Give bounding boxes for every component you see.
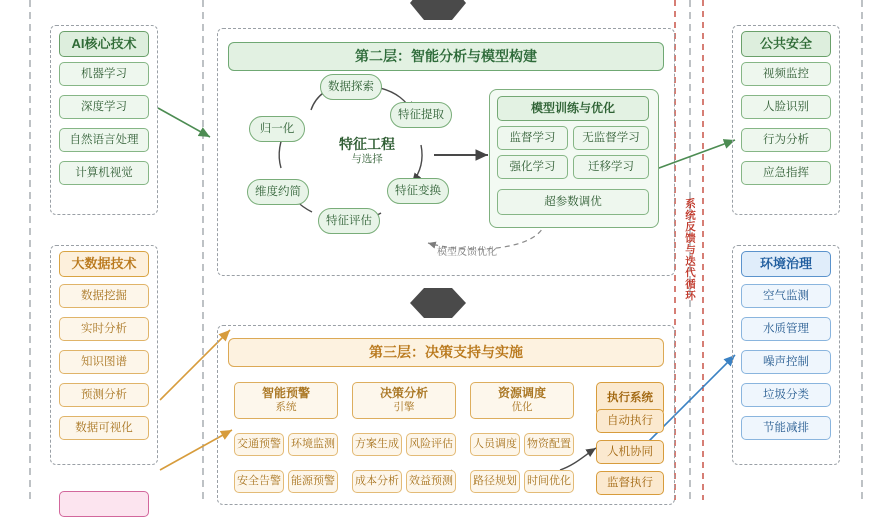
layer3-col-1-subtitle: 引擎 [393, 401, 415, 414]
layer3-col-0-subtitle: 系统 [275, 401, 297, 414]
feature-engineering-label [307, 130, 427, 172]
layer2-title: 第二层：智能分析与模型构建 [228, 42, 664, 71]
layer3-col-0-cell-3[interactable]: 能源预警 [288, 470, 338, 493]
layer3-col-1-cell-0[interactable]: 方案生成 [352, 433, 402, 456]
public-safety-item-2[interactable]: 行为分析 [741, 128, 831, 152]
ai-core-item-1[interactable]: 深度学习 [59, 95, 149, 119]
fe-node-feature-extraction[interactable]: 特征提取 [390, 102, 452, 128]
model-training-hyperparam[interactable]: 超参数调优 [497, 189, 649, 215]
layer3-col-3-cell-2[interactable]: 监督执行 [596, 471, 664, 495]
fe-node-dimension-reduction[interactable]: 维度约简 [247, 179, 309, 205]
public-safety-item-1[interactable]: 人脸识别 [741, 95, 831, 119]
model-training-item-3[interactable]: 迁移学习 [573, 155, 649, 179]
feature-engineering-subtitle: 与选择 [351, 153, 383, 166]
fe-node-feature-evaluation[interactable]: 特征评估 [318, 208, 380, 234]
layer3-col-2-title [470, 382, 574, 419]
model-training-title: 模型训练与优化 [497, 96, 649, 121]
layer3-col-1-title-main: 决策分析 [379, 386, 428, 401]
layer3-col-0-title-main: 智能预警 [261, 386, 310, 401]
model-training-item-1[interactable]: 无监督学习 [573, 126, 649, 150]
model-feedback-label: 模型反馈优化 [437, 247, 497, 258]
layer3-col-2-cell-1[interactable]: 物资配置 [524, 433, 574, 456]
public-safety-title: 公共安全 [741, 31, 831, 57]
layer3-col-1-cell-3[interactable]: 效益预测 [406, 470, 456, 493]
layer3-col-2-title-main: 资源调度 [497, 386, 546, 401]
ai-core-title: AI核心技术 [59, 31, 149, 57]
bigdata-item-0[interactable]: 数据挖掘 [59, 284, 149, 308]
environment-title: 环境治理 [741, 251, 831, 277]
bigdata-item-3[interactable]: 预测分析 [59, 383, 149, 407]
ai-core-item-0[interactable]: 机器学习 [59, 62, 149, 86]
bigdata-item-2[interactable]: 知识图谱 [59, 350, 149, 374]
public-safety-item-0[interactable]: 视频监控 [741, 62, 831, 86]
bigdata-item-1[interactable]: 实时分析 [59, 317, 149, 341]
layer3-title: 第三层：决策支持与实施 [228, 338, 664, 367]
layer3-col-0-cell-2[interactable]: 安全告警 [234, 470, 284, 493]
layer3-col-1-cell-2[interactable]: 成本分析 [352, 470, 402, 493]
model-training-item-0[interactable]: 监督学习 [497, 126, 568, 150]
environment-item-2[interactable]: 噪声控制 [741, 350, 831, 374]
layer3-col-1-title [352, 382, 456, 419]
public-safety-item-3[interactable]: 应急指挥 [741, 161, 831, 185]
feature-engineering-title: 特征工程 [339, 135, 395, 152]
layer3-col-2-subtitle: 优化 [511, 401, 533, 414]
fe-node-normalization[interactable]: 归一化 [249, 116, 305, 142]
environment-item-4[interactable]: 节能减排 [741, 416, 831, 440]
layer3-col-2-cell-3[interactable]: 时间优化 [524, 470, 574, 493]
bigdata-item-4[interactable]: 数据可视化 [59, 416, 149, 440]
layer3-col-2-cell-2[interactable]: 路径规划 [470, 470, 520, 493]
environment-item-0[interactable]: 空气监测 [741, 284, 831, 308]
bigdata-title: 大数据技术 [59, 251, 149, 277]
layer3-col-3-title: 执行系统 [596, 382, 664, 415]
environment-item-3[interactable]: 垃圾分类 [741, 383, 831, 407]
environment-item-1[interactable]: 水质管理 [741, 317, 831, 341]
layer3-col-0-cell-1[interactable]: 环境监测 [288, 433, 338, 456]
model-training-item-2[interactable]: 强化学习 [497, 155, 568, 179]
ai-core-item-3[interactable]: 计算机视觉 [59, 161, 149, 185]
pink-group-title-partial [59, 491, 149, 517]
fe-node-feature-transform[interactable]: 特征变换 [387, 178, 449, 204]
layer3-col-3-cell-1[interactable]: 人机协同 [596, 440, 664, 464]
system-feedback-label: 系统反馈与迭代循环 [684, 198, 696, 302]
layer3-col-1-cell-1[interactable]: 风险评估 [406, 433, 456, 456]
ai-core-item-2[interactable]: 自然语言处理 [59, 128, 149, 152]
layer3-col-0-title [234, 382, 338, 419]
layer3-col-3-cell-0[interactable]: 自动执行 [596, 409, 664, 433]
layer3-col-2-cell-0[interactable]: 人员调度 [470, 433, 520, 456]
fe-node-data-exploration[interactable]: 数据探索 [320, 74, 382, 100]
layer3-col-0-cell-0[interactable]: 交通预警 [234, 433, 284, 456]
